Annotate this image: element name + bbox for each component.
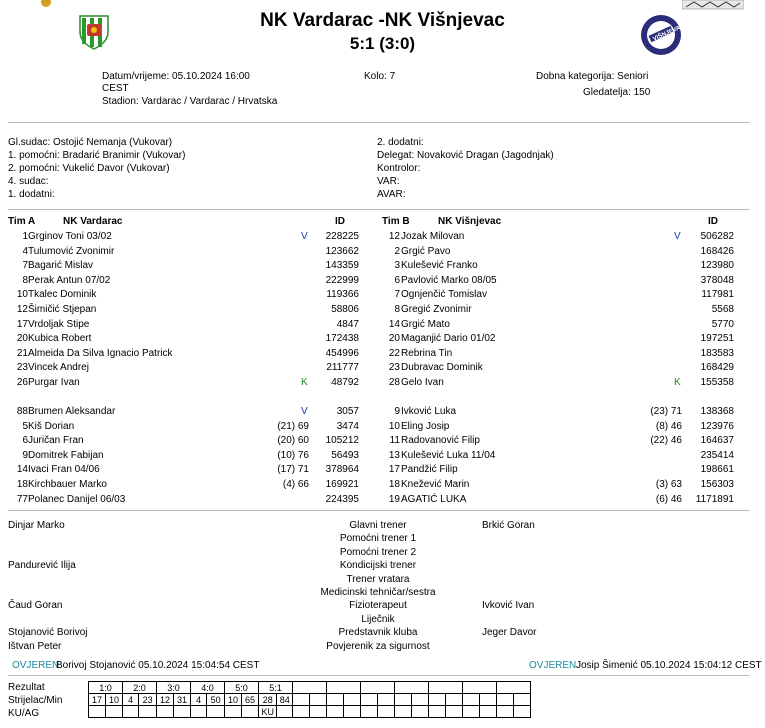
player-name: Grgić Mato bbox=[401, 318, 450, 330]
player-name: Brumen Aleksandar bbox=[28, 406, 116, 417]
player-name: Kirchbauer Marko bbox=[28, 479, 107, 490]
player-id: 164637 bbox=[700, 435, 734, 447]
player-id: 156303 bbox=[700, 479, 734, 490]
official-line: 2. dodatni: bbox=[377, 137, 424, 148]
player-number: 18 bbox=[16, 479, 28, 490]
official-line: Gl.sudac: Ostojić Nemanja (Vukovar) bbox=[8, 137, 173, 148]
official-line: 1. dodatni: bbox=[8, 189, 55, 200]
divider bbox=[8, 122, 750, 123]
player-number: 13 bbox=[388, 449, 400, 461]
empty-cell bbox=[446, 706, 463, 718]
player-number: 23 bbox=[388, 362, 400, 374]
player-id: 119366 bbox=[326, 289, 359, 301]
player-number: 22 bbox=[388, 347, 400, 359]
player-name: Gregić Zvonimir bbox=[401, 304, 472, 315]
player-name: Tulumović Zvonimir bbox=[28, 245, 115, 257]
age-category: Dobna kategorija: Seniori bbox=[536, 71, 649, 82]
substitution: (21) 69 bbox=[277, 420, 309, 432]
team-a-name: NK Vardarac bbox=[63, 216, 123, 227]
player-name: Kubica Robert bbox=[28, 333, 92, 345]
player-name: Gelo Ivan bbox=[401, 377, 444, 388]
player-id: 105212 bbox=[325, 435, 359, 447]
divider bbox=[8, 675, 750, 676]
scorer-minute-cell: 10 bbox=[106, 694, 123, 706]
substitution: (6) 46 bbox=[655, 493, 682, 505]
player-name: Tkalec Dominik bbox=[28, 289, 97, 301]
player-id: 5568 bbox=[711, 304, 734, 315]
official-line: 2. pomoćni: Vukelić Davor (Vukovar) bbox=[8, 163, 170, 174]
player-name: Rebrina Tin bbox=[401, 347, 453, 359]
match-round: Kolo: 7 bbox=[364, 71, 396, 82]
empty-cell bbox=[293, 706, 310, 718]
ku-ag-cell bbox=[207, 706, 225, 718]
player-name: Vrdoljak Stipe bbox=[28, 318, 90, 330]
player-id: 378964 bbox=[325, 464, 359, 476]
player-number: 12 bbox=[388, 231, 400, 242]
scorer-minute-cell: 65 bbox=[242, 694, 259, 706]
team-b-id-header: ID bbox=[708, 216, 718, 227]
staff-away: Ivković Ivan bbox=[482, 600, 535, 612]
staff-role: Glavni trener bbox=[349, 520, 407, 531]
empty-cell bbox=[361, 694, 378, 706]
player-number: 18 bbox=[388, 479, 400, 490]
player-id: 123662 bbox=[325, 245, 359, 257]
player-number: 10 bbox=[388, 420, 400, 432]
empty-cell bbox=[514, 706, 531, 718]
player-id: 1171891 bbox=[695, 493, 734, 505]
player-id: 123976 bbox=[700, 420, 734, 432]
player-number: 26 bbox=[16, 377, 28, 388]
result-table bbox=[88, 681, 531, 718]
player-name: Radovanović Filip bbox=[401, 435, 480, 447]
scorer-minute-cell: 28 bbox=[259, 694, 277, 706]
scorer-minute-cell: 50 bbox=[207, 694, 225, 706]
scorer-minute-cell: 10 bbox=[225, 694, 242, 706]
player-name: Kulešević Luka 11/04 bbox=[401, 449, 496, 461]
staff-role: Predstavnik kluba bbox=[338, 627, 418, 639]
player-number: 2 bbox=[394, 245, 400, 257]
scorer-minute-cell: 84 bbox=[277, 694, 293, 706]
player-name: Juričan Fran bbox=[28, 435, 84, 447]
empty-cell bbox=[497, 682, 531, 694]
ku-ag-cell bbox=[191, 706, 207, 718]
divider bbox=[8, 510, 750, 511]
staff-away: Brkić Goran bbox=[482, 520, 535, 531]
player-id: 56493 bbox=[331, 449, 359, 461]
player-name: Domitrek Fabijan bbox=[28, 449, 104, 461]
empty-cell bbox=[463, 682, 497, 694]
score-cell: 5:0 bbox=[225, 682, 259, 694]
team-a-label: Tim A bbox=[8, 216, 36, 227]
verified-left-label: OVJEREN bbox=[12, 660, 60, 671]
staff-role: Trener vratara bbox=[346, 573, 410, 585]
player-id: 117981 bbox=[701, 289, 734, 301]
player-name: Pavlović Marko 08/05 bbox=[401, 274, 497, 286]
empty-cell bbox=[344, 706, 361, 718]
ku-ag-cell bbox=[225, 706, 242, 718]
player-number: 8 bbox=[22, 274, 28, 286]
player-number: 17 bbox=[16, 318, 28, 330]
substitution: (17) 71 bbox=[277, 464, 309, 476]
ku-ag-cell bbox=[89, 706, 106, 718]
empty-cell bbox=[463, 694, 480, 706]
empty-cell bbox=[293, 694, 310, 706]
scorer-minute-cell: 31 bbox=[174, 694, 191, 706]
ku-ag-cell bbox=[139, 706, 157, 718]
player-number: 23 bbox=[16, 362, 28, 374]
player-number: 3 bbox=[394, 260, 400, 272]
player-name: Ivaci Fran 04/06 bbox=[28, 464, 100, 476]
player-id: 3057 bbox=[336, 406, 359, 417]
empty-cell bbox=[429, 706, 446, 718]
player-number: 6 bbox=[22, 435, 28, 447]
verified-right-text: Josip Šimenić 05.10.2024 15:04:12 CEST bbox=[576, 660, 762, 671]
empty-cell bbox=[395, 694, 412, 706]
player-number: 12 bbox=[16, 304, 28, 315]
empty-cell bbox=[497, 706, 514, 718]
substitution: (3) 63 bbox=[655, 479, 682, 490]
scorer-label: Strijelac/Min bbox=[8, 695, 63, 706]
player-name: Jozak Milovan bbox=[401, 231, 465, 242]
player-id: 183583 bbox=[700, 347, 734, 359]
score-cell: 1:0 bbox=[89, 682, 123, 694]
substitution: (22) 46 bbox=[650, 435, 682, 447]
player-id: 155358 bbox=[700, 377, 734, 388]
staff-role: Kondicijski trener bbox=[339, 560, 417, 572]
team-b-name: NK Višnjevac bbox=[438, 216, 502, 227]
official-line: Delegat: Novaković Dragan (Jagodnjak) bbox=[377, 150, 554, 161]
empty-cell bbox=[395, 706, 412, 718]
player-name: Pandžić Filip bbox=[401, 464, 458, 476]
player-number: 7 bbox=[394, 289, 400, 301]
empty-cell bbox=[310, 694, 327, 706]
scorer-minute-cell: 4 bbox=[191, 694, 207, 706]
official-line: AVAR: bbox=[377, 189, 406, 200]
scorer-minute-cell: 17 bbox=[89, 694, 106, 706]
staff-role: Povjerenik za sigurnost bbox=[326, 640, 430, 652]
substitution: (23) 71 bbox=[650, 406, 682, 417]
substitution: (10) 76 bbox=[277, 449, 309, 461]
player-role-mark: K bbox=[301, 377, 308, 388]
player-number: 20 bbox=[16, 333, 28, 345]
player-id: 169921 bbox=[325, 479, 359, 490]
player-id: 235414 bbox=[700, 449, 734, 461]
player-name: Ivković Luka bbox=[401, 406, 457, 417]
staff-role: Liječnik bbox=[361, 613, 395, 625]
player-number: 20 bbox=[388, 333, 400, 345]
player-name: AGATIĆ LUKA bbox=[401, 493, 467, 505]
ku-ag-cell bbox=[277, 706, 293, 718]
score-cell: 2:0 bbox=[123, 682, 157, 694]
player-id: 211777 bbox=[326, 362, 359, 374]
empty-cell bbox=[361, 682, 395, 694]
score-cell: 4:0 bbox=[191, 682, 225, 694]
player-number: 4 bbox=[22, 245, 28, 257]
player-id: 454996 bbox=[325, 347, 359, 359]
player-name: Knežević Marin bbox=[401, 479, 470, 490]
staff-home: Čaud Goran bbox=[8, 600, 63, 612]
player-number: 6 bbox=[394, 274, 400, 286]
empty-cell bbox=[480, 706, 497, 718]
player-name: Bagarić Mislav bbox=[28, 260, 94, 272]
player-name: Ognjenčić Tomislav bbox=[401, 289, 487, 301]
match-timezone: CEST bbox=[102, 83, 129, 94]
empty-cell bbox=[293, 682, 327, 694]
scorer-minute-cell: 23 bbox=[139, 694, 157, 706]
player-number: 11 bbox=[389, 435, 400, 447]
player-name: Šimičić Stjepan bbox=[28, 304, 97, 315]
player-name: Vincek Andrej bbox=[28, 362, 89, 374]
player-role-mark: V bbox=[674, 231, 681, 242]
player-id: 168426 bbox=[700, 245, 734, 257]
player-id: 58806 bbox=[331, 304, 359, 315]
match-score: 5:1 (3:0) bbox=[349, 34, 416, 53]
player-number: 14 bbox=[388, 318, 400, 330]
empty-cell bbox=[310, 706, 327, 718]
match-datetime: Datum/vrijeme: 05.10.2024 16:00 bbox=[102, 71, 250, 82]
player-number: 10 bbox=[16, 289, 28, 301]
ku-ag-cell bbox=[106, 706, 123, 718]
player-name: Kulešević Franko bbox=[401, 260, 478, 272]
player-name: Almeida Da Silva Ignacio Patrick bbox=[28, 347, 173, 359]
player-number: 5 bbox=[22, 420, 28, 432]
empty-cell bbox=[378, 706, 395, 718]
staff-home: Ištvan Peter bbox=[8, 640, 62, 652]
player-id: 228225 bbox=[325, 231, 359, 242]
player-number: 9 bbox=[22, 449, 28, 461]
empty-cell bbox=[327, 694, 344, 706]
player-name: Maganjić Dario 01/02 bbox=[401, 333, 496, 345]
match-stadium: Stadion: Vardarac / Vardarac / Hrvatska bbox=[102, 96, 278, 107]
divider bbox=[8, 209, 750, 210]
match-title: NK Vardarac -NK Višnjevac bbox=[260, 10, 505, 31]
player-name: Purgar Ivan bbox=[28, 377, 80, 388]
player-name: Polanec Danijel 06/03 bbox=[28, 493, 126, 505]
player-name: Dubravac Dominik bbox=[401, 362, 483, 374]
player-name: Grgić Pavo bbox=[401, 245, 451, 257]
player-id: 172438 bbox=[325, 333, 359, 345]
empty-cell bbox=[429, 682, 463, 694]
player-number: 8 bbox=[394, 304, 400, 315]
player-id: 198661 bbox=[700, 464, 734, 476]
staff-home: Dinjar Marko bbox=[8, 520, 65, 531]
official-line: 4. sudac: bbox=[8, 176, 49, 187]
player-name: Grginov Toni 03/02 bbox=[28, 231, 112, 242]
staff-home: Stojanović Borivoj bbox=[8, 627, 88, 639]
staff-role: Fizioterapeut bbox=[349, 600, 407, 612]
official-line: VAR: bbox=[377, 176, 400, 187]
player-id: 224395 bbox=[325, 493, 359, 505]
empty-cell bbox=[429, 694, 446, 706]
empty-cell bbox=[412, 706, 429, 718]
player-id: 506282 bbox=[700, 231, 734, 242]
official-line: 1. pomoćni: Bradarić Branimir (Vukovar) bbox=[8, 150, 186, 161]
player-number: 19 bbox=[388, 493, 400, 505]
official-line: Kontrolor: bbox=[377, 163, 421, 174]
player-number: 7 bbox=[22, 260, 28, 272]
substitution: (20) 60 bbox=[277, 435, 309, 447]
substitution: (4) 66 bbox=[282, 479, 309, 490]
player-name: Eling Josip bbox=[401, 420, 450, 432]
player-id: 4847 bbox=[336, 318, 359, 330]
score-cell: 3:0 bbox=[157, 682, 191, 694]
empty-cell bbox=[446, 694, 463, 706]
player-role-mark: V bbox=[301, 406, 308, 417]
staff-away: Jeger Davor bbox=[482, 627, 537, 639]
empty-cell bbox=[480, 694, 497, 706]
empty-cell bbox=[497, 694, 514, 706]
empty-cell bbox=[327, 682, 361, 694]
player-role-mark: V bbox=[301, 231, 308, 242]
player-number: 88 bbox=[16, 406, 28, 417]
player-number: 77 bbox=[16, 493, 28, 505]
player-number: 14 bbox=[16, 464, 28, 476]
empty-cell bbox=[412, 694, 429, 706]
player-number: 21 bbox=[16, 347, 28, 359]
player-number: 9 bbox=[394, 406, 400, 417]
empty-cell bbox=[327, 706, 344, 718]
player-name: Perak Antun 07/02 bbox=[28, 274, 111, 286]
player-number: 28 bbox=[388, 377, 400, 388]
ku-ag-cell bbox=[123, 706, 139, 718]
player-number: 17 bbox=[388, 464, 400, 476]
empty-cell bbox=[378, 694, 395, 706]
scorer-minute-cell: 4 bbox=[123, 694, 139, 706]
scorer-minute-cell: 12 bbox=[157, 694, 174, 706]
empty-cell bbox=[514, 694, 531, 706]
ku-ag-cell bbox=[174, 706, 191, 718]
player-id: 378048 bbox=[700, 274, 734, 286]
player-id: 5770 bbox=[711, 318, 734, 330]
team-a-id-header: ID bbox=[335, 216, 345, 227]
spectators: Gledatelja: 150 bbox=[583, 87, 651, 98]
player-id: 197251 bbox=[700, 333, 734, 345]
staff-role: Medicinski tehničar/sestra bbox=[320, 587, 436, 598]
empty-cell bbox=[395, 682, 429, 694]
player-id: 168429 bbox=[700, 362, 734, 374]
player-id: 123980 bbox=[700, 260, 734, 272]
away-crest-label: VIŠNJEVAC bbox=[652, 23, 686, 43]
player-id: 143359 bbox=[325, 260, 359, 272]
verified-right-label: OVJEREN bbox=[529, 660, 577, 671]
player-id: 3474 bbox=[336, 420, 359, 432]
staff-role: Pomoćni trener 2 bbox=[339, 546, 417, 558]
player-role-mark: K bbox=[674, 377, 681, 388]
substitution: (8) 46 bbox=[655, 420, 682, 432]
team-b-label: Tim B bbox=[382, 216, 410, 227]
player-id: 138368 bbox=[700, 406, 734, 417]
ku-ag-cell bbox=[157, 706, 174, 718]
player-id: 48792 bbox=[331, 377, 359, 388]
staff-home: Pandurević Ilija bbox=[8, 560, 76, 572]
player-name: Kiš Dorian bbox=[28, 420, 75, 432]
staff-role: Pomoćni trener 1 bbox=[339, 533, 417, 545]
empty-cell bbox=[344, 694, 361, 706]
verified-left-text: Borivoj Stojanović 05.10.2024 15:04:54 CEST bbox=[56, 660, 260, 671]
empty-cell bbox=[361, 706, 378, 718]
empty-cell bbox=[463, 706, 480, 718]
ku-ag-cell bbox=[242, 706, 259, 718]
score-cell: 5:1 bbox=[259, 682, 293, 694]
player-id: 222999 bbox=[325, 274, 359, 286]
ku-ag-cell: KU bbox=[259, 706, 277, 718]
ku-ag-label: KU/AG bbox=[8, 708, 40, 719]
result-label: Rezultat bbox=[8, 682, 45, 693]
player-number: 1 bbox=[22, 231, 28, 242]
